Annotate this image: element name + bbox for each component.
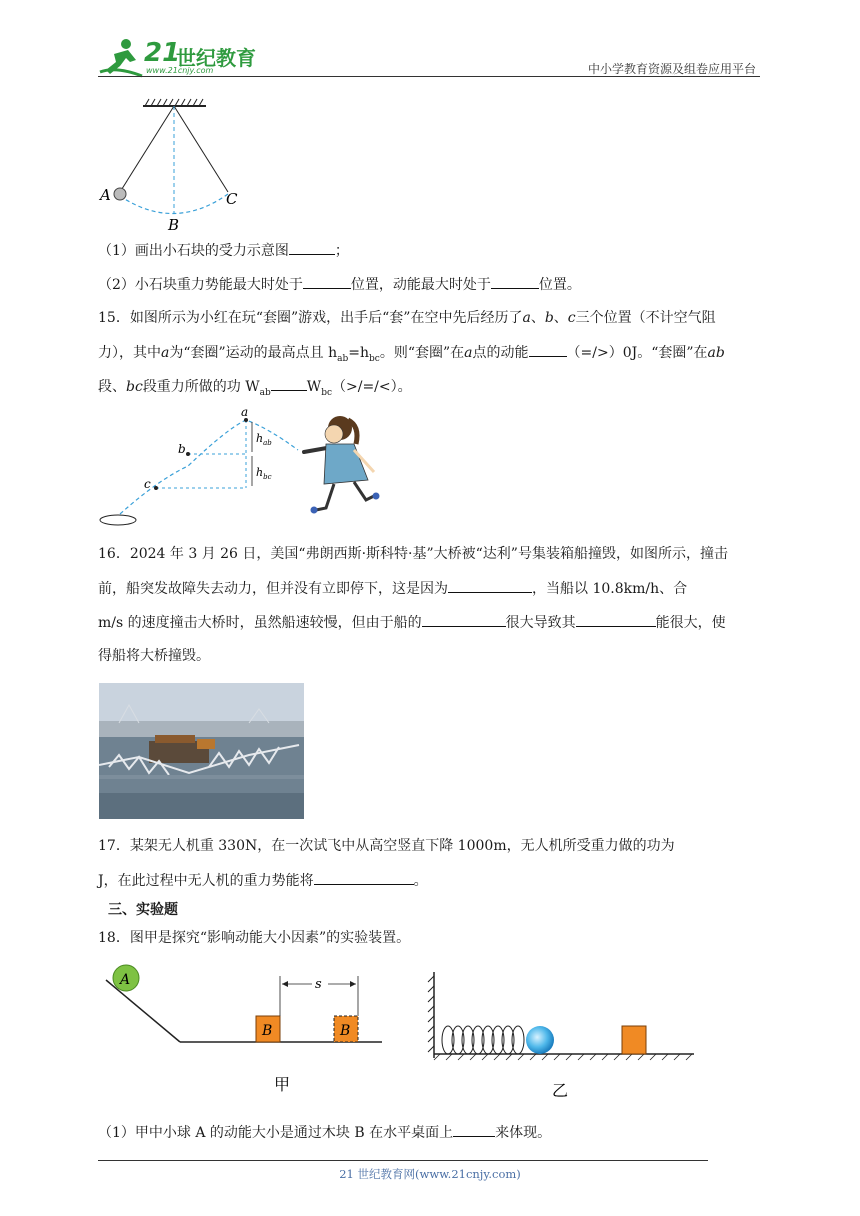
q18-line1: 18．图甲是探究“影响动能大小因素”的实验装置。 <box>98 930 411 946</box>
block-label-moved: B <box>340 1023 351 1039</box>
q15-line3: 段、bc段重力所做的功 $W_{ab}$ $W_{bc}(>/=/<)$。 <box>98 376 763 403</box>
figure-yi <box>424 966 704 1102</box>
pendulum-figure <box>98 96 248 236</box>
figure-jia-caption: 甲 <box>274 1075 291 1094</box>
answer-blank[interactable] <box>422 612 506 627</box>
q16-line3: m/s 的速度撞击大桥时，虽然船速较慢，但由于船的 很大导致其 能很大，使 <box>98 612 763 633</box>
footer-divider <box>98 1160 708 1161</box>
footer-text[interactable]: 21 世纪教育网(www.21cnjy.com) <box>339 1167 521 1181</box>
answer-blank[interactable] <box>576 612 656 627</box>
figure-jia <box>100 962 390 1098</box>
section-title: 三、实验题 <box>108 902 178 918</box>
ball-label: A <box>120 972 131 988</box>
ring-toss-figure <box>98 406 388 530</box>
q14-part2: （2）小石块重力势能最大时处于 位置，动能最大时处于 位置。 <box>98 274 763 295</box>
logo-url: www.21cnjy.com <box>146 66 214 75</box>
answer-blank[interactable] <box>271 376 307 391</box>
label-hbc: $h_{bc}$ <box>256 466 272 481</box>
q16-line4: 得船将大桥撞毁。 <box>98 648 210 664</box>
logo-title: 世纪教育 <box>176 46 256 70</box>
header-logo <box>96 36 266 80</box>
label-b: b <box>178 442 186 456</box>
answer-blank[interactable] <box>289 240 335 255</box>
girl-illustration <box>304 416 380 514</box>
distance-label: s <box>315 977 322 992</box>
q16-line1: 16．2024 年 3 月 26 日，美国“弗朗西斯·斯科特·基”大桥被“达利”号集装箱船撞毁，如图所示，撞击 <box>98 546 728 562</box>
block-icon <box>622 1026 646 1054</box>
label-hab: $h_{ab}$ <box>256 432 272 447</box>
spring-icon <box>442 1026 524 1054</box>
q16-line2: 前，船突发故障失去动力，但并没有立即停下，这是因为 ，当船以 10.8km/h、合 <box>98 578 763 599</box>
q17-line1: 17．某架无人机重 330N，在一次试飞中从高空竖直下降 1000m，无人机所受重力做的功为 <box>98 838 675 854</box>
label-c: c <box>144 477 151 491</box>
label-B: B <box>168 216 180 234</box>
bridge-collapse-photo <box>99 683 304 819</box>
header-divider <box>98 76 760 77</box>
answer-blank[interactable] <box>529 342 567 357</box>
answer-blank[interactable] <box>314 870 414 885</box>
q15-line1: 15．如图所示为小红在玩“套圈”游戏，出手后“套”在空中先后经历了a、b、c三个位置（不计空气阻 <box>98 310 716 326</box>
figure-yi-caption: 乙 <box>552 1081 569 1100</box>
answer-blank[interactable] <box>491 274 539 289</box>
header-right-text: 中小学教育资源及组卷应用平台 <box>587 62 756 76</box>
answer-blank[interactable] <box>448 578 532 593</box>
block-label: B <box>262 1023 273 1039</box>
ball-icon <box>526 1026 554 1054</box>
answer-blank[interactable] <box>303 274 351 289</box>
label-C: C <box>226 190 238 208</box>
answer-blank[interactable] <box>453 1122 495 1137</box>
q17-line2: J，在此过程中无人机的重力势能将 。 <box>98 870 763 891</box>
label-a: a <box>241 406 249 419</box>
q15-line2: 力），其中a为“套圈”运动的最高点且 $h_{ab}=h_{bc}$。则“套圈”在a点的动能 （=/>）0J。“套圈”在ab <box>98 342 763 369</box>
logo-number: 21 <box>144 38 181 68</box>
q18-part1: （1）甲中小球 A 的动能大小是通过木块 B 在水平桌面上 来体现。 <box>98 1122 763 1143</box>
label-A: A <box>100 186 111 204</box>
q14-part1: （1）画出小石块的受力示意图 ； <box>98 240 763 261</box>
